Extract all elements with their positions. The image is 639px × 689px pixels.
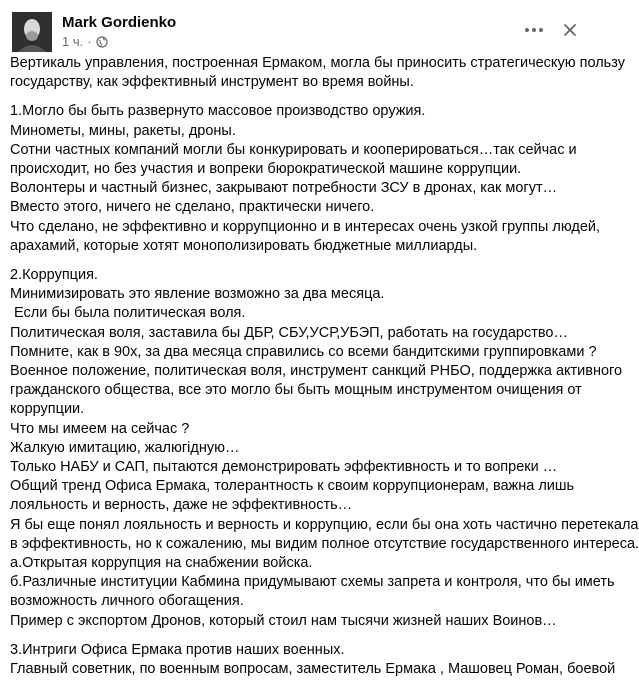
author-avatar[interactable] [12, 12, 52, 52]
post-text-line: Минометы, мины, ракеты, дроны. [10, 122, 236, 139]
post-text-line: а.Открытая коррупция на снабжении войска. [10, 555, 313, 572]
post-meta [62, 34, 108, 49]
post-text-line: 1.Могло бы быть развернуто массовое производство оружия. [10, 103, 426, 120]
post-paragraph [10, 641, 616, 679]
more-options-button[interactable] [520, 16, 548, 44]
post-text-line: Общий тренд Офиса Ермака, толерантность к своим коррупционерам, важна лишь [10, 478, 575, 495]
post-text-line: 3.Интриги Офиса Ермака против наших военных. [10, 641, 345, 658]
avatar-image [12, 12, 52, 52]
post-text-line: б.Различные институции Кабмина придумывают схемы запрета и контроля, что бы иметь [10, 574, 615, 591]
post-text-line: Волонтеры и частный бизнес, закрывают потребности ЗСУ в дронах, как могут… [10, 180, 558, 197]
globe-icon [96, 36, 108, 48]
post-text [10, 54, 639, 689]
post-text-line: Только НАБУ и САП, пытаются демонстрировать эффективность и то вопреки … [10, 459, 558, 476]
post-header [12, 10, 594, 50]
post-text-line: коррупции. [10, 401, 85, 418]
post-text-line: Политическая воля, заставила бы ДБР, СБУ,УСР,УБЭП, работать на государство… [10, 324, 568, 341]
post-text-line: возможность личного обогащения. [10, 593, 244, 610]
close-icon [563, 23, 577, 37]
post-text-line: Вместо этого, ничего не сделано, практически ничего. [10, 199, 375, 216]
post-text-line: арахамий, которые хотят монополизировать бюджетные миллиарды. [10, 237, 478, 254]
post-paragraph [10, 54, 625, 92]
post-text-line: Вертикаль управления, построенная Ермаком, могла бы приносить стратегическую пользу [10, 55, 625, 71]
post-text-line: Помните, как в 90х, за два месяца справились со всеми бандитскими группировками ? [10, 343, 597, 360]
post-paragraph [10, 102, 600, 256]
post-text-line: лояльность и верность, даже не эффективность… [10, 497, 353, 514]
post-text-line: 2.Коррупция. [10, 267, 98, 284]
post-text-line: Если бы была политическая воля. [10, 305, 246, 322]
post-text-line: Что мы имеем на сейчас ? [10, 420, 190, 437]
post-text-line: Минимизировать это явление возможно за два месяца. [10, 286, 385, 303]
post-text-line: Пример с экспортом Дронов, который стоил нам тысячи жизней наших Воинов… [10, 612, 557, 629]
post-text-line: происходит, но без участия и вопреки бюрократической машине коррупции. [10, 161, 522, 178]
post-text-line: в эффективность, но к сожалению, мы видим полное отсутствие государственного интереса. [10, 535, 639, 552]
post-text-line: Что сделано, не эффективно и коррупционно и в интересах очень узкой группы людей, [10, 218, 601, 235]
author-name[interactable]: Mark Gordienko [62, 14, 177, 31]
post-text-line: государству, как эффективный инструмент во время войны. [10, 74, 414, 91]
close-button[interactable] [556, 16, 584, 44]
post-paragraph [10, 266, 639, 631]
post-text-line: Я бы еще понял лояльность и верность и коррупцию, если бы она хоть частично перетекала [10, 516, 639, 533]
post-text-line: Жалкую имитацию, жалюгідную… [10, 439, 240, 456]
post-text-line: гражданского общества, все это могло бы быть мощным инструментом очищения от [10, 382, 582, 399]
post-time[interactable]: 1 ч. [62, 34, 84, 49]
post-text-line: Сотни частных компаний могли бы конкурировать и кооперироваться…так сейчас и [10, 141, 577, 158]
post-text-line: Военное положение, политическая воля, инструмент санкций РНБО, поддержка активного [10, 363, 623, 380]
more-horizontal-icon [524, 27, 544, 33]
meta-separator: · [87, 34, 92, 49]
post-text-line: Главный советник, по военным вопросам, заместитель Ермака , Машовец Роман, боевой [10, 661, 616, 678]
